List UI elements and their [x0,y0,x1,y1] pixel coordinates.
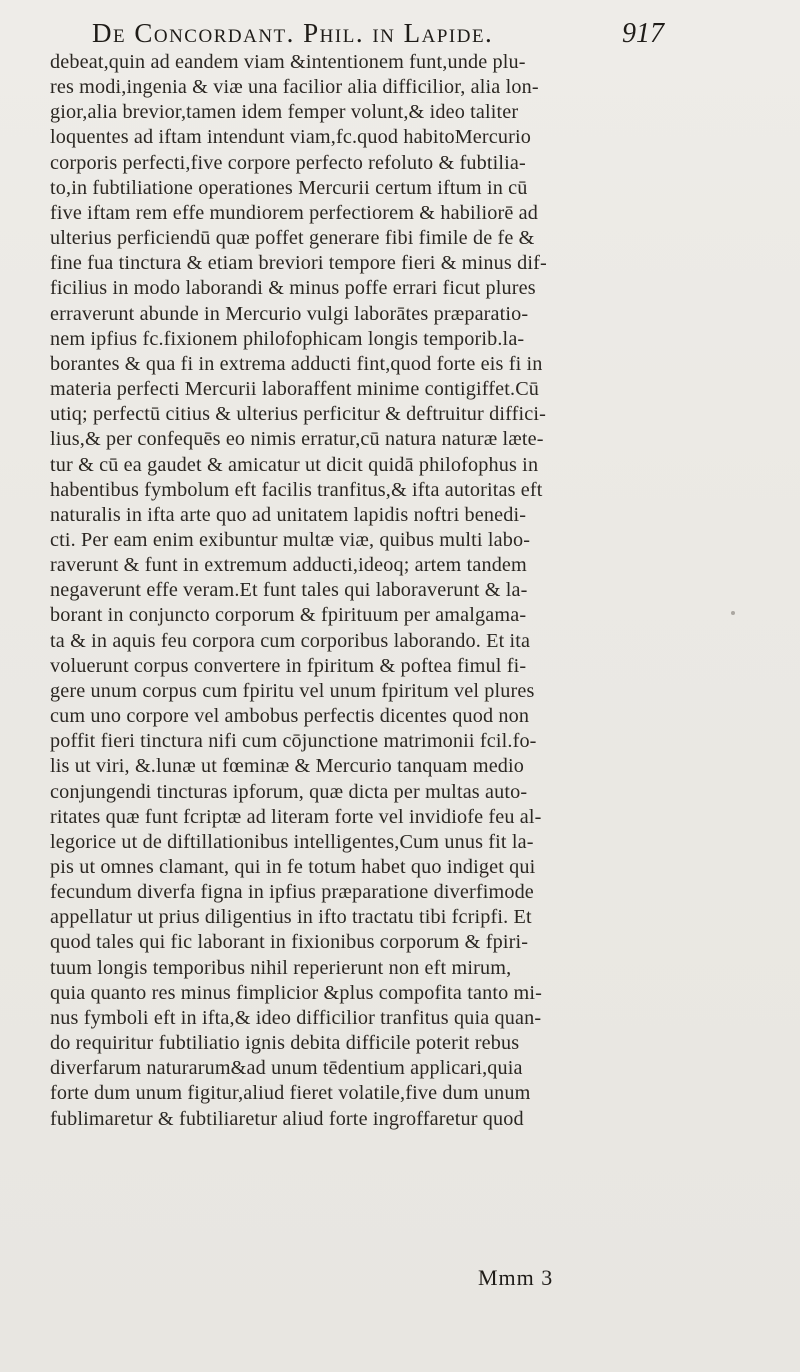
text-line: cum uno corpore vel ambobus perfectis dicentes quod non [50,705,530,728]
text-line: nem ipfius fc.fixionem philofophicam longis temporib.la- [50,327,525,350]
text-line: fublimaretur & fubtiliaretur aliud forte ingroffaretur quod [50,1107,524,1130]
text-line: conjungendi tincturas ipforum, quæ dicta per multas auto- [50,780,528,803]
text-line: borant in conjuncto corporum & fpirituum per amalgama- [50,604,527,627]
text-line: ficilius in modo laborandi & minus poffe errari ficut plures [50,277,536,300]
text-line: gior,alia brevior,tamen idem femper volunt,& ideo taliter [50,101,519,124]
running-header [0,14,800,48]
text-line: to,in fubtiliatione operationes Mercurii certum iftum in cū [50,176,528,199]
text-line: debeat,quin ad eandem viam &intentionem funt,unde plu- [50,51,526,73]
text-line: five iftam rem effe mundiorem perfectiorem & habiliorē ad [50,201,538,224]
text-line: gere unum corpus cum fpiritu vel unum fpiritum vel plures [50,679,535,702]
text-line: negaverunt effe veram.Et funt tales qui laboraverunt & la- [50,579,528,602]
text-line: tur & cū ea gaudet & amicatur ut dicit quidā philofophus in [50,453,539,476]
text-line: tuum longis temporibus nihil reperierunt non eft mirum, [50,956,512,979]
text-line: fine fua tinctura & etiam breviori tempore fieri & minus dif- [50,252,547,275]
text-line: diverfarum naturarum&ad unum tēdentium applicari,quia [50,1057,523,1080]
text-line: materia perfecti Mercurii laboraffent minime contigiffet.Cū [50,378,540,401]
text-line: erraverunt abunde in Mercurio vulgi laborātes præparatio- [50,302,529,325]
text-line: appellatur ut prius diligentius in ifto tractatu tibi fcripfi. Et [50,906,532,929]
page-number: 917 [622,18,664,49]
text-line: nus fymboli eft in ifta,& ideo difficilior tranfitus quia quan- [50,1006,542,1029]
text-line: legorice ut de diftillationibus intelligentes,Cum unus fit la- [50,830,534,853]
text-line: forte dum unum figitur,aliud fieret volatile,five dum unum [50,1082,531,1105]
signature-mark: Mmm 3 [478,1265,554,1290]
text-line: habentibus fymbolum eft facilis tranfitus,& ifta autoritas eft [50,478,543,501]
text-line: lis ut viri, &.lunæ ut fœminæ & Mercurio tanquam medio [50,755,525,778]
header-title: De Concordant. Phil. in Lapide. [92,18,494,48]
body-text [50,50,690,1132]
text-line: ta & in aquis feu corpora cum corporibus laborando. Et ita [50,629,531,652]
text-line: fecundum diverfa figna in ipfius præparatione diverfimode [50,881,534,904]
text-line: pis ut omnes clamant, qui in fe totum habet quo indiget qui [50,856,536,878]
text-line: res modi,ingenia & viæ una facilior alia difficilior, alia lon- [50,76,539,99]
text-line: do requiritur fubtiliatio ignis debita difficile poterit rebus [50,1032,520,1055]
margin-spot [731,611,735,615]
text-line: raverunt & funt in extremum adducti,ideoq; artem tandem [50,554,527,577]
text-line: ritates quæ funt fcriptæ ad literam forte vel invidiofe feu al- [50,805,542,828]
text-line: voluerunt corpus convertere in fpiritum & poftea fimul fi- [50,654,527,677]
text-line: quod tales qui fic laborant in fixionibus corporum & fpiri- [50,931,529,954]
text-line: naturalis in ifta arte quo ad unitatem lapidis noftri benedi- [50,503,527,526]
text-line: poffit fieri tinctura nifi cum cōjunctione matrimonii fcil.fo- [50,730,537,753]
text-line: lius,& per confequēs eo nimis erratur,cū natura naturæ læte- [50,428,544,451]
text-line: cti. Per eam enim exibuntur multæ viæ, quibus multi labo- [50,528,531,551]
text-line: loquentes ad iftam intendunt viam,fc.quod habitoMercurio [50,126,532,149]
text-line: ulterius perficiendū quæ poffet generare fibi fimile de fe & [50,227,535,250]
text-line: borantes & qua fi in extrema adducti fint,quod forte eis fi in [50,352,543,375]
text-line: corporis perfecti,five corpore perfecto refoluto & fubtilia- [50,151,526,174]
text-line: quia quanto res minus fimplicior &plus compofita tanto mi- [50,981,542,1004]
text-line: utiq; perfectū citius & ulterius perficitur & deftruitur diffici- [50,403,546,426]
